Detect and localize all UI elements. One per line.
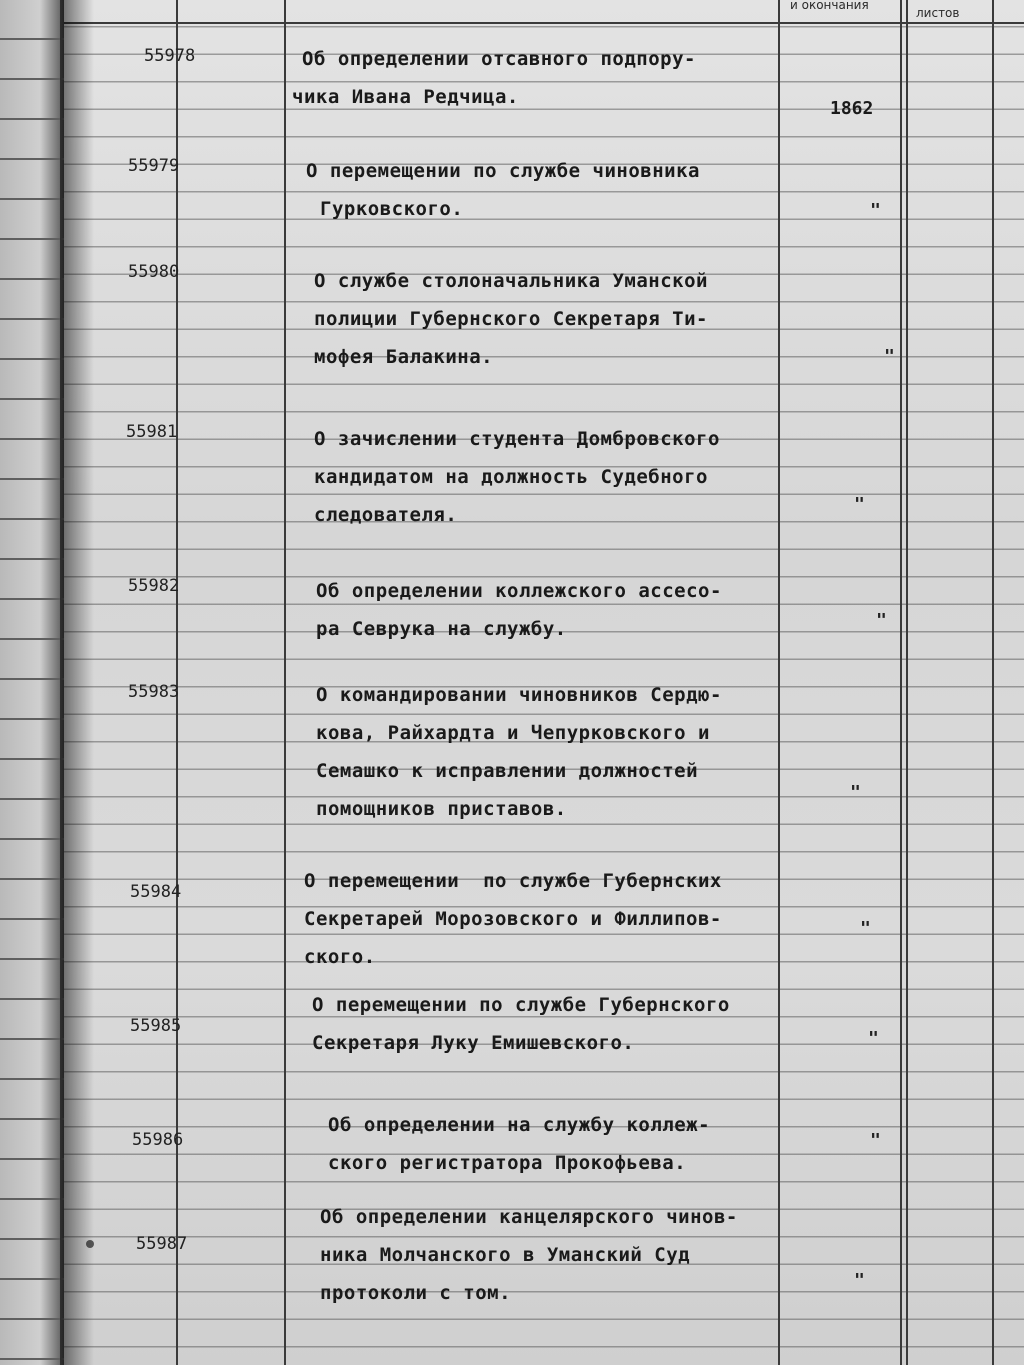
entry-title-line: Секретаря Луку Емишевского. [312, 1032, 635, 1054]
entry-number: 55985 [130, 1016, 182, 1036]
entry-title-line: О командировании чиновников Сердю- [316, 684, 722, 706]
column-rule [992, 0, 994, 1365]
entry-title [292, 40, 696, 116]
entry-title-line: ника Молчанского в Уманский Суд [320, 1244, 691, 1266]
entry-title-line: О перемещении по службе Губернских [304, 870, 722, 892]
entry-title [312, 986, 730, 1062]
column-rule [900, 0, 902, 1365]
header-sheets: листов [916, 6, 960, 20]
entry-title-line: чика Ивана Редчица. [292, 86, 519, 108]
entry-title-line: помощников приставов. [316, 798, 567, 820]
entry-title [320, 1198, 738, 1312]
entry-title-line: следователя. [314, 504, 458, 526]
header-date-end: и окончания [790, 0, 869, 12]
entry-title-line: кова, Райхардта и Чепурковского и [316, 722, 710, 744]
entry-title-line: ра Севрука на службу. [316, 618, 567, 640]
entry-title [314, 420, 720, 534]
ditto-mark: " [860, 918, 871, 939]
entry-title-line: Семашко к исправлении должностей [316, 760, 699, 782]
entry-title [314, 262, 708, 376]
entry-year: 1862 [830, 98, 874, 119]
entry-title [316, 676, 722, 828]
entry-title-line: полиции Губернского Секретаря Ти- [314, 308, 708, 330]
entry-title-line: О перемещении по службе чиновника [306, 160, 700, 182]
entry-title-line: ского. [304, 946, 376, 968]
column-rule [284, 0, 286, 1365]
entry-title-line: О службе столоначальника Уманской [314, 270, 708, 292]
entry-title [328, 1106, 710, 1182]
entry-title [306, 152, 700, 228]
entry-title-line: Секретарей Морозовского и Филлипов- [304, 908, 722, 930]
entry-title-line: Об определении коллежского ассесо- [316, 580, 722, 602]
ditto-mark: " [884, 346, 895, 367]
ditto-mark: " [868, 1028, 879, 1049]
entry-number: 55981 [126, 422, 178, 442]
ditto-mark: " [854, 494, 865, 515]
entry-number: 55980 [128, 262, 180, 282]
entry-title [316, 572, 722, 648]
header-rule [64, 22, 1024, 24]
entry-title-line: Об определении на службу коллеж- [328, 1114, 711, 1136]
entry-title-line: Об определении отсавного подпору- [302, 48, 696, 70]
entry-number: 55987 [136, 1234, 188, 1254]
entry-title-line: О зачислении студента Домбровского [314, 428, 720, 450]
entry-title-line: кандидатом на должность Судебного [314, 466, 708, 488]
entry-number: 55983 [128, 682, 180, 702]
entry-title-line: Гурковского. [320, 198, 464, 220]
entry-number: 55982 [128, 576, 180, 596]
entry-title-line: ского регистратора Прокофьева. [328, 1152, 687, 1174]
entry-number: 55986 [132, 1130, 184, 1150]
ditto-mark: " [876, 610, 887, 631]
ditto-mark: " [850, 782, 861, 803]
entry-title-line: протоколи с том. [320, 1282, 512, 1304]
entry-title [304, 862, 722, 976]
entry-title-line: О перемещении по службе Губернского [312, 994, 730, 1016]
column-rule [906, 0, 908, 1365]
previous-page-edge [0, 0, 64, 1365]
ditto-mark: " [870, 1130, 881, 1151]
entry-title-line: мофея Балакина. [314, 346, 494, 368]
column-rule [778, 0, 780, 1365]
entry-number: 55978 [144, 46, 196, 66]
ditto-mark: " [870, 200, 881, 221]
binding-shadow [60, 0, 94, 1365]
ditto-mark: " [854, 1270, 865, 1291]
entry-title-line: Об определении канцелярского чинов- [320, 1206, 738, 1228]
entry-number: 55984 [130, 882, 182, 902]
entry-number: 55979 [128, 156, 180, 176]
register-sheet [64, 0, 1024, 1365]
